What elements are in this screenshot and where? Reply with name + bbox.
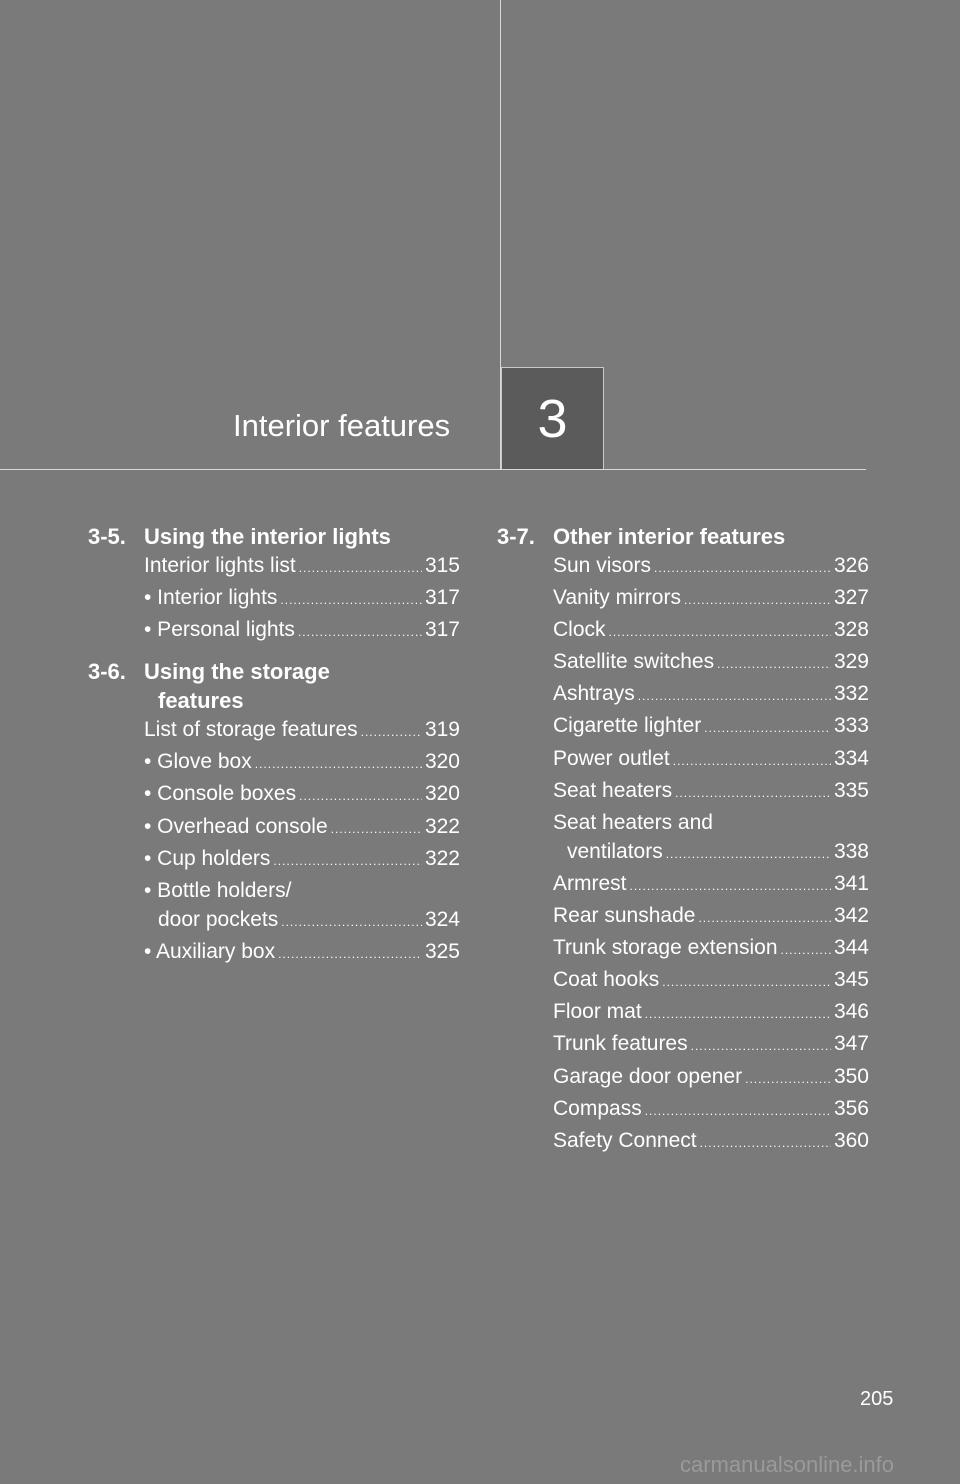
toc-entry[interactable] bbox=[553, 965, 869, 997]
toc-entry-label: Cigarette lighter bbox=[553, 714, 702, 738]
section-heading bbox=[497, 522, 869, 551]
chapter-number: 3 bbox=[537, 388, 568, 449]
toc-entry-label-continued: door pockets bbox=[158, 907, 279, 931]
dot-leader bbox=[645, 1097, 831, 1126]
dot-leader bbox=[704, 714, 831, 743]
dot-leader bbox=[299, 554, 422, 583]
toc-entry[interactable] bbox=[553, 679, 869, 711]
dot-leader bbox=[638, 682, 831, 711]
toc-entry-page: 341 bbox=[833, 871, 869, 895]
toc-entry-page: 342 bbox=[833, 904, 869, 928]
toc-entry[interactable] bbox=[553, 901, 869, 933]
dot-leader bbox=[281, 908, 422, 937]
toc-entry-label: • Glove box bbox=[144, 750, 252, 774]
dot-leader bbox=[280, 586, 422, 615]
dot-leader bbox=[675, 779, 831, 808]
toc-entry[interactable] bbox=[553, 583, 869, 615]
section-title-text: Using the storage bbox=[144, 659, 330, 685]
chapter-number-box bbox=[501, 367, 604, 469]
toc-entry-label: Compass bbox=[553, 1096, 642, 1120]
section-number: 3-6. bbox=[88, 659, 126, 685]
toc-entry-label: Sun visors bbox=[553, 554, 652, 577]
page-number: 205 bbox=[860, 1388, 894, 1410]
dot-leader bbox=[698, 904, 831, 933]
toc-entry-label: Garage door opener bbox=[553, 1064, 743, 1088]
toc-entry-page: 322 bbox=[424, 846, 460, 870]
toc-entry-page: 324 bbox=[424, 907, 460, 931]
toc-entry-label: • Bottle holders/ bbox=[144, 878, 292, 902]
toc-entry[interactable] bbox=[144, 844, 460, 876]
toc-entry-page: 347 bbox=[833, 1032, 869, 1056]
toc-left-column bbox=[88, 522, 460, 979]
horizontal-divider bbox=[0, 469, 866, 470]
toc-entry-label: List of storage features bbox=[144, 718, 358, 742]
toc-entry[interactable] bbox=[553, 1062, 869, 1094]
dot-leader bbox=[654, 554, 831, 583]
dot-leader bbox=[662, 968, 831, 997]
toc-entry-page: 327 bbox=[833, 586, 869, 610]
toc-entry[interactable] bbox=[553, 711, 869, 743]
toc-entry-page: 350 bbox=[833, 1064, 869, 1088]
section-title-continued: features bbox=[158, 688, 244, 714]
toc-entry[interactable] bbox=[553, 776, 869, 808]
toc-entry-line bbox=[144, 905, 460, 937]
toc-entry[interactable] bbox=[553, 1094, 869, 1126]
toc-entry-page: 332 bbox=[833, 682, 869, 706]
toc-entry-label: Vanity mirrors bbox=[553, 586, 681, 610]
toc-entry-page: 320 bbox=[424, 750, 460, 774]
toc-entry[interactable] bbox=[144, 615, 460, 647]
section-number: 3-7. bbox=[497, 524, 535, 549]
toc-entry-label: Trunk features bbox=[553, 1032, 688, 1056]
chapter-title: Interior features bbox=[233, 408, 451, 443]
toc-entry[interactable] bbox=[553, 647, 869, 679]
dot-leader bbox=[255, 750, 422, 779]
watermark: carmanualsonline.info bbox=[680, 1452, 895, 1477]
toc-entry-label: Power outlet bbox=[553, 746, 670, 770]
toc-entry-label: Clock bbox=[553, 618, 606, 642]
section-title-text: Using the interior lights bbox=[144, 524, 391, 549]
dot-leader bbox=[673, 747, 831, 776]
toc-entry-list bbox=[497, 551, 869, 1158]
dot-leader bbox=[299, 782, 422, 811]
toc-entry-page: 317 bbox=[424, 586, 460, 610]
dot-leader bbox=[273, 847, 422, 876]
toc-entry[interactable] bbox=[553, 744, 869, 776]
toc-entry[interactable] bbox=[144, 812, 460, 844]
toc-entry-page: 335 bbox=[833, 778, 869, 802]
toc-entry-page: 345 bbox=[833, 968, 869, 992]
toc-entry[interactable] bbox=[553, 551, 869, 583]
toc-entry-label: Armrest bbox=[553, 871, 627, 895]
toc-entry-label: Floor mat bbox=[553, 1000, 642, 1024]
dot-leader bbox=[331, 815, 422, 844]
section-title bbox=[144, 522, 460, 551]
toc-entry-label: • Cup holders bbox=[144, 846, 271, 870]
toc-entry[interactable] bbox=[144, 876, 460, 937]
toc-entry-page: 319 bbox=[424, 718, 460, 742]
toc-entry-page: 315 bbox=[424, 554, 460, 577]
toc-entry-label: • Interior lights bbox=[144, 586, 278, 610]
toc-entry-label: • Personal lights bbox=[144, 618, 295, 642]
toc-entry-label: Satellite switches bbox=[553, 650, 715, 674]
toc-entry-label: • Overhead console bbox=[144, 814, 328, 838]
toc-entry-page: 333 bbox=[833, 714, 869, 738]
dot-leader bbox=[630, 872, 831, 901]
section-heading bbox=[88, 522, 460, 551]
toc-entry-page: 334 bbox=[833, 746, 869, 770]
toc-entry-list bbox=[88, 551, 460, 647]
toc-entry-list bbox=[88, 715, 460, 969]
toc-entry-label: • Auxiliary box bbox=[144, 939, 276, 963]
dot-leader bbox=[745, 1065, 831, 1094]
toc-entry-line bbox=[553, 837, 869, 869]
dot-leader bbox=[361, 718, 422, 747]
toc-entry-label: Seat heaters bbox=[553, 778, 673, 802]
dot-leader bbox=[666, 840, 831, 869]
toc-entry-page: 320 bbox=[424, 782, 460, 806]
toc-entry-page: 346 bbox=[833, 1000, 869, 1024]
toc-entry-page: 329 bbox=[833, 650, 869, 674]
toc-entry-page: 317 bbox=[424, 618, 460, 642]
section-title-text: Other interior features bbox=[553, 524, 786, 549]
toc-entry-label: Seat heaters and bbox=[553, 810, 713, 834]
toc-entry-label: • Console boxes bbox=[144, 782, 297, 806]
section-title bbox=[144, 657, 460, 715]
dot-leader bbox=[684, 586, 831, 615]
toc-entry-page: 322 bbox=[424, 814, 460, 838]
toc-entry[interactable] bbox=[553, 615, 869, 647]
dot-leader bbox=[781, 936, 831, 965]
toc-entry[interactable] bbox=[553, 997, 869, 1029]
toc-entry-label: Ashtrays bbox=[553, 682, 635, 706]
toc-entry[interactable] bbox=[553, 1126, 869, 1158]
toc-entry-label: Trunk storage extension bbox=[553, 936, 778, 960]
toc-entry[interactable] bbox=[144, 551, 460, 583]
toc-entry-page: 326 bbox=[833, 554, 869, 577]
toc-entry-label: Coat hooks bbox=[553, 968, 660, 992]
toc-entry-page: 360 bbox=[833, 1128, 869, 1152]
toc-entry[interactable] bbox=[553, 869, 869, 901]
toc-entry[interactable] bbox=[144, 937, 460, 969]
toc-entry-page: 328 bbox=[833, 618, 869, 642]
section-title bbox=[553, 522, 869, 551]
dot-leader bbox=[298, 618, 422, 647]
toc-entry-page: 356 bbox=[833, 1096, 869, 1120]
toc-entry[interactable] bbox=[553, 1029, 869, 1061]
toc-entry[interactable] bbox=[144, 583, 460, 615]
toc-entry-page: 338 bbox=[833, 839, 869, 863]
toc-entry-label: Rear sunshade bbox=[553, 904, 696, 928]
dot-leader bbox=[645, 1000, 831, 1029]
dot-leader bbox=[691, 1032, 831, 1061]
section-heading bbox=[88, 657, 460, 715]
toc-entry-label: Interior lights list bbox=[144, 554, 296, 577]
toc-entry-page: 325 bbox=[424, 939, 460, 963]
dot-leader bbox=[609, 618, 831, 647]
dot-leader bbox=[717, 650, 831, 679]
toc-entry[interactable] bbox=[144, 747, 460, 779]
toc-entry-page: 344 bbox=[833, 936, 869, 960]
toc-right-column bbox=[497, 522, 869, 1168]
dot-leader bbox=[700, 1129, 831, 1158]
toc-entry-label: Safety Connect bbox=[553, 1128, 697, 1152]
toc-entry[interactable] bbox=[144, 779, 460, 811]
toc-entry[interactable] bbox=[553, 933, 869, 965]
toc-entry-label-continued: ventilators bbox=[567, 839, 663, 863]
section-number: 3-5. bbox=[88, 524, 126, 549]
toc-entry[interactable] bbox=[553, 808, 869, 869]
dot-leader bbox=[278, 940, 422, 969]
toc-entry[interactable] bbox=[144, 715, 460, 747]
